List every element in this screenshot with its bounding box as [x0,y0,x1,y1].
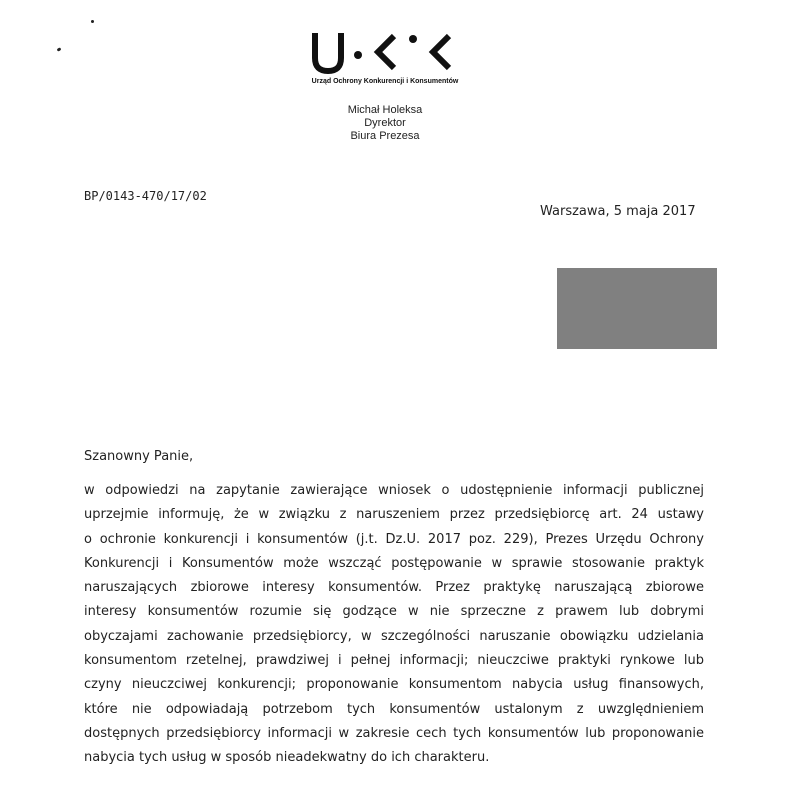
body-line: konsumentom rzetelnej, prawdziwej i pełnej informacji; nieuczciwe praktyki rynkowe lub [84,653,704,669]
scan-speck [91,20,94,23]
sender-title: Dyrektor [364,117,406,129]
body-line: naruszających zbiorowe interesy konsumentów. Przez praktykę naruszającą zbiorowe [84,580,704,596]
letter-body [84,479,704,771]
body-line: obyczajami zachowanie przedsiębiorcy, w szczególności naruszanie obowiązku udzielania [84,628,704,644]
body-line: interesy konsumentów rozumie się godzące w nie sprzeczne z prawem lub dobrymi [84,604,704,620]
reference-number: BP/0143-470/17/02 [84,189,207,203]
body-line: uprzejmie informuję, że w związku z naruszeniem przez przedsiębiorcę art. 24 ustawy [84,507,704,523]
institution-name: Urząd Ochrony Konkurencji i Konsumentów [311,78,459,85]
body-line: w odpowiedzi na zapytanie zawierające wniosek o udostępnienie informacji publicznej [84,483,704,498]
body-line: nabycia tych usług w sposób nieadekwatny do ich charakteru. [84,750,490,766]
body-line: dostępnych przedsiębiorcy informacji w zakresie cech tych konsumentów lub proponowanie [84,725,704,741]
scan-speck [57,47,62,52]
redacted-address-block [557,268,717,349]
body-line: czyny nieuczciwej konkurencji; proponowanie konsumentom nabycia usług finansowych, [84,677,704,693]
body-line: które nie odpowiadają potrzebom tych konsumentów ustalonym z uwzględnieniem [84,701,704,717]
body-line: o ochronie konkurencji i konsumentów (j.t. Dz.U. 2017 poz. 229), Prezes Urzędu Ochrony [84,531,704,547]
body-line: Konkurencji i Konsumentów może wszcząć postępowanie w sprawie stosowanie praktyk [84,555,704,571]
sender-department: Biura Prezesa [350,130,420,142]
sender-name: Michał Holeksa [347,104,423,116]
uokik-logo [312,30,458,74]
greeting: Szanowny Panie, [84,449,194,464]
place-date: Warszawa, 5 maja 2017 [540,204,696,219]
